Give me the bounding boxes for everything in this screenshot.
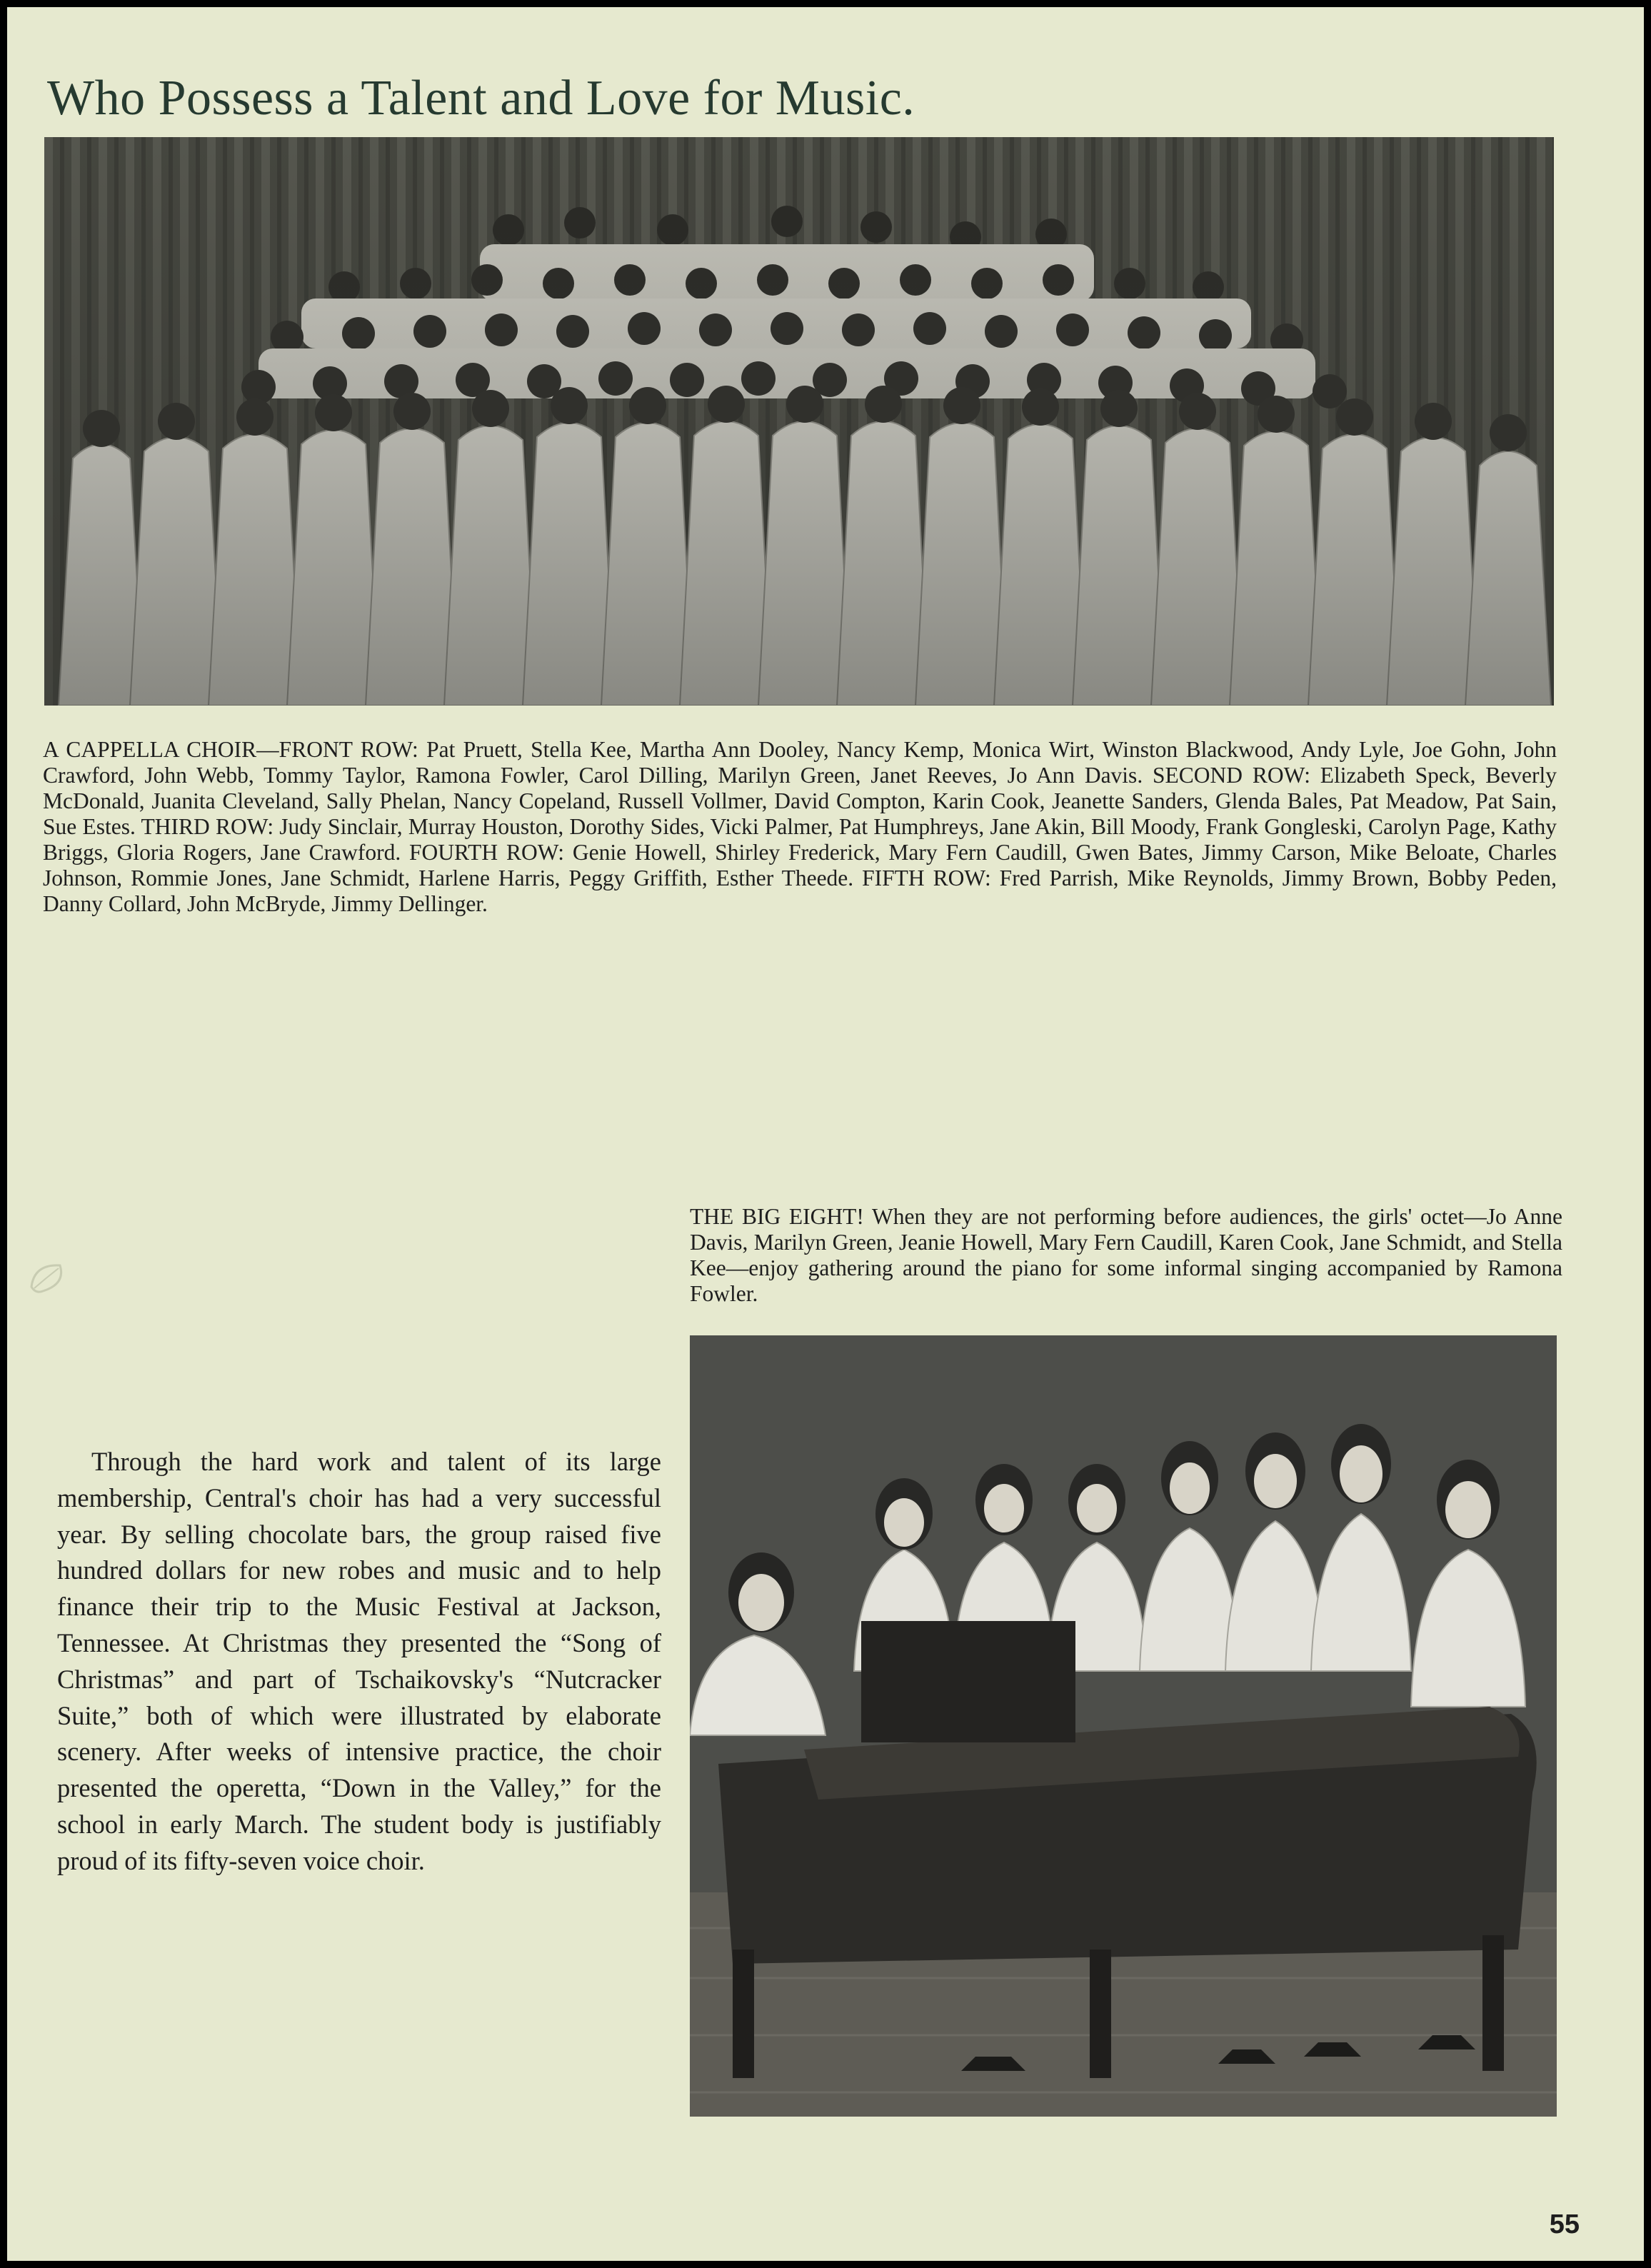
article-body: Through the hard work and talent of its large membership, Central's choir has had a very successful year. By selling chocolate bars, the group raised five hundred dollars for new robes and music and to help finance their trip to the Music Festival at Jackson, Tennessee. At Christmas they presented the “Song of Christmas” and part of Tschaikovsky's “Nutcracker Suite,” both of which were illustrated by elaborate scenery. After weeks of intensive practice, the choir presented the operetta, “Down in the Valley,” for the school in early March. The student body is justifiably proud of its fifty-seven voice choir. xyxy=(57,1447,661,1875)
leaf-icon xyxy=(27,1258,70,1298)
choir-photo-graphic xyxy=(44,137,1554,706)
octet-photo xyxy=(690,1335,1557,2117)
yearbook-page xyxy=(7,7,1644,2261)
choir-photo xyxy=(44,137,1554,706)
choir-caption: A CAPPELLA CHOIR—FRONT ROW: Pat Pruett, Stella Kee, Martha Ann Dooley, Nancy Kemp, Monica Wirt, Winston Blackwood, Andy Lyle, Joe Gohn, John Crawford, John Webb, Tommy Taylor, Ramona Fowler, Carol Dilling, Marilyn Green, Janet Reeves, Jo Ann Davis. SECOND ROW: Elizabeth Speck, Beverly McDonald, Juanita Cleveland, Sally Phelan, Nancy Copeland, Russell Vollmer, David Compton, Karin Cook, Jeanette Sanders, Glenda Bales, Pat Meadow, Pat Sain, Sue Estes. THIRD ROW: Judy Sinclair, Murray Houston, Dorothy Sides, Vicki Palmer, Pat Humphreys, Jane Akin, Bill Moody, Frank Gongleski, Carolyn Page, Kathy Briggs, Gloria Rogers, Jane Crawford. FOURTH ROW: Genie Howell, Shirley Frederick, Mary Fern Caudill, Gwen Bates, Jimmy Carson, Mike Beloate, Charles Johnson, Rommie Jones, Jane Schmidt, Harlene Harris, Peggy Griffith, Esther Theede. FIFTH ROW: Fred Parrish, Mike Reynolds, Jimmy Brown, Bobby Peden, Danny Collard, John McBryde, Jimmy Dellinger. xyxy=(43,737,1557,916)
octet-caption: THE BIG EIGHT! When they are not performing before audiences, the girls' octet—Jo Anne Davis, Marilyn Green, Jeanie Howell, Mary Fern Caudill, Karen Cook, Jane Schmidt, and Stella Kee—enjoy gathering around the piano for some informal singing accompanied by Ramona Fowler. xyxy=(690,1204,1562,1306)
page-number: 55 xyxy=(1549,2209,1580,2239)
page-title: Who Possess a Talent and Love for Music. xyxy=(47,71,915,126)
octet-photo-graphic xyxy=(690,1335,1557,2117)
